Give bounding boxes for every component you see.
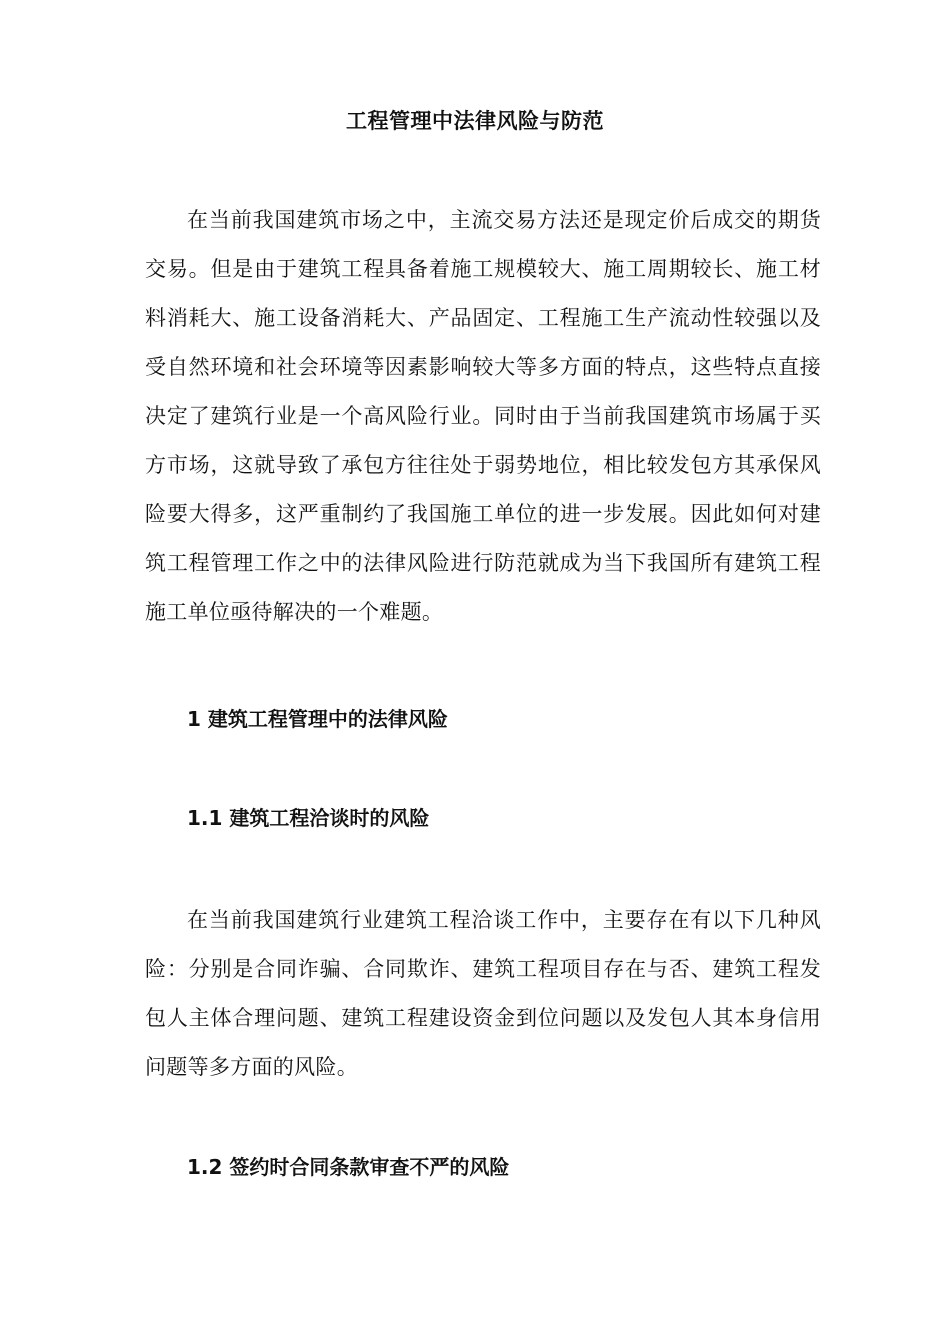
section-1-1-paragraph: 在当前我国建筑行业建筑工程洽谈工作中，主要存在有以下几种风险：分别是合同诈骗、合同欺诈、建筑工程项目存在与否、建筑工程发包人主体合理问题、建筑工程建设资金到位问题以及发包人其本身信用问题等多方面的风险。 xyxy=(145,908,821,1079)
intro-paragraph: 在当前我国建筑市场之中，主流交易方法还是现定价后成交的期货交易。但是由于建筑工程具备着施工规模较大、施工周期较长、施工材料消耗大、施工设备消耗大、产品固定、工程施工生产流动性较强以及受自然环境和社会环境等因素影响较大等多方面的特点，这些特点直接决定了建筑行业是一个高风险行业。同时由于当前我国建筑市场属于买方市场，这就导致了承包方往往处于弱势地位，相比较发包方其承保风险要大得多，这严重制约了我国施工单位的进一步发展。因此如何对建筑工程管理工作之中的法律风险进行防范就成为当下我国所有建筑工程施工单位亟待解决的一个难题。 xyxy=(145,208,821,624)
document-title: 工程管理中法律风险与防范 xyxy=(346,108,604,133)
section-1-1-heading: 1.1 建筑工程洽谈时的风险 xyxy=(187,806,430,830)
section-1-heading: 1 建筑工程管理中的法律风险 xyxy=(187,707,448,731)
section-1-2-heading: 1.2 签约时合同条款审查不严的风险 xyxy=(187,1155,510,1179)
